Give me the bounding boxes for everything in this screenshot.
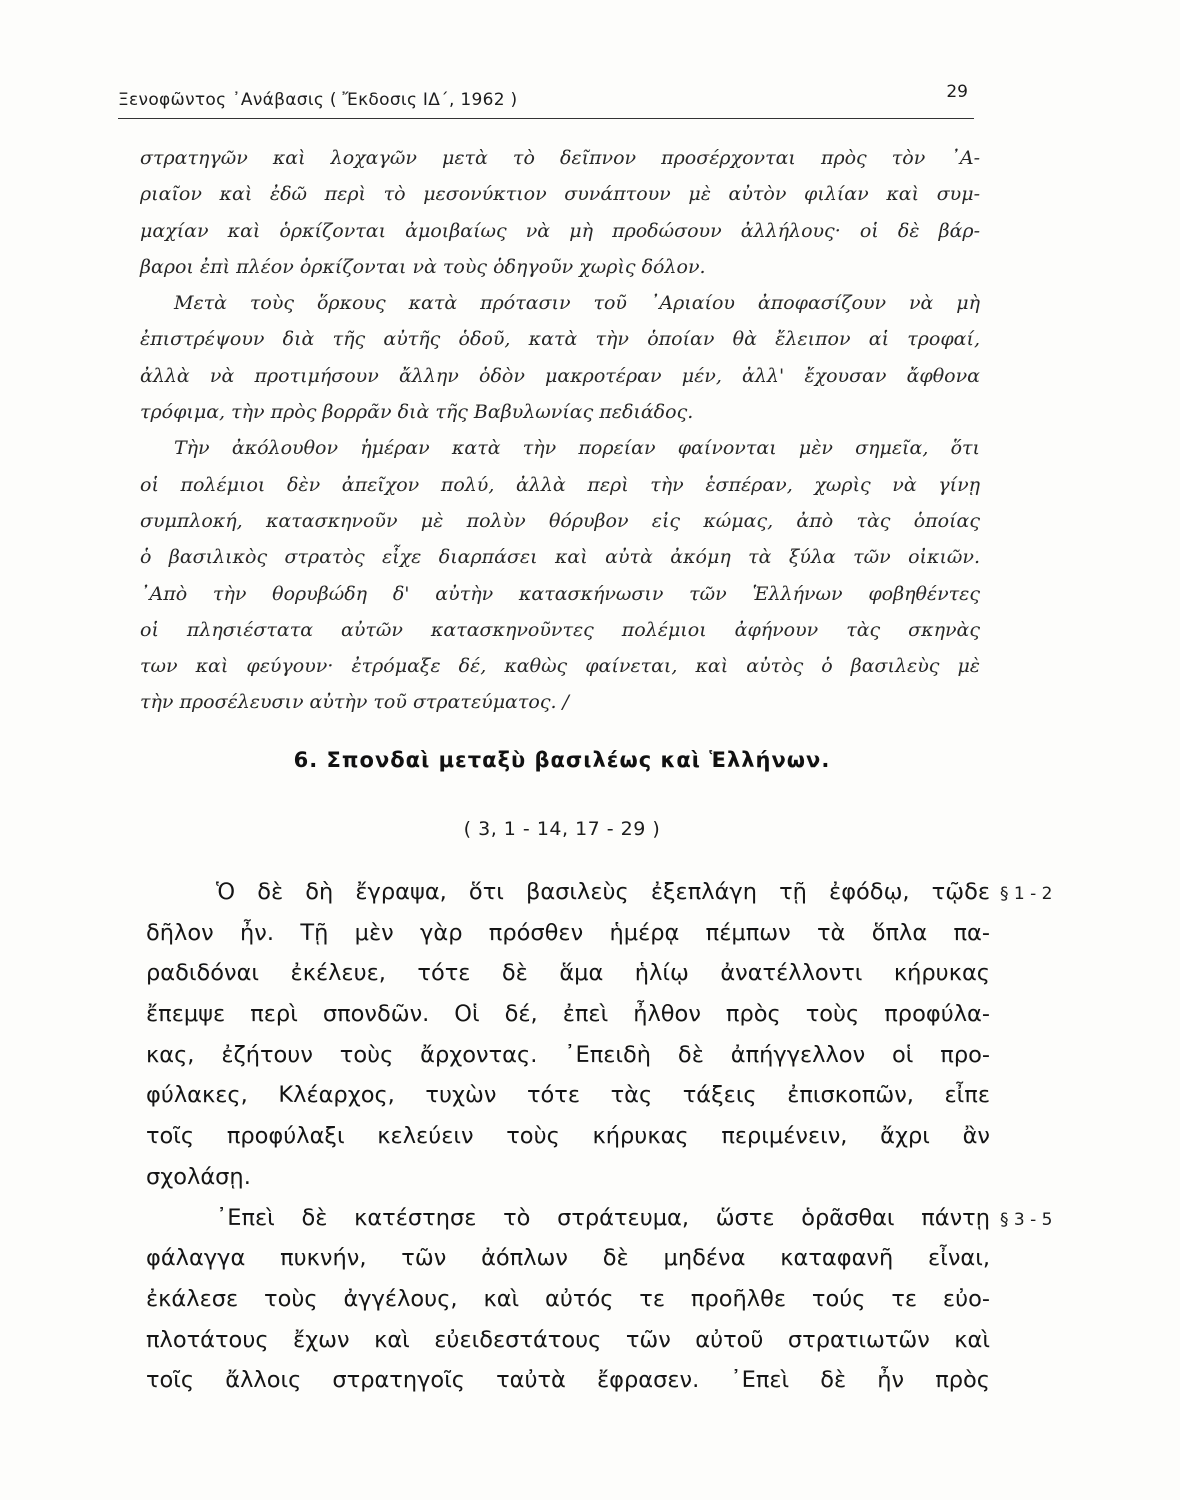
summary-line: μαχίαν καὶ ὁρκίζονται ἀμοιβαίως νὰ μὴ προδώσουν ἀλλήλους· οἱ δὲ βάρ-	[140, 219, 980, 242]
section-reference: ( 3, 1 - 14, 17 - 29 )	[463, 818, 661, 840]
greek-line: ἐκάλεσε τοὺς ἀγγέλους, καὶ αὐτός τε προῆλθε τούς τε εὐο-	[146, 1285, 990, 1312]
greek-line: φάλαγγα πυκνήν, τῶν ἀόπλων δὲ μηδένα καταφανῆ εἶναι,	[146, 1245, 990, 1272]
summary-line: ριαῖον καὶ ἐδῶ περὶ τὸ μεσονύκτιον συνάπτουν μὲ αὐτὸν φιλίαν καὶ συμ-	[140, 183, 980, 206]
running-header	[118, 82, 974, 119]
summary-paragraphs	[140, 140, 980, 721]
greek-line: τοῖς προφύλαξι κελεύειν τοὺς κήρυκας περιμένειν, ἄχρι ἂν	[146, 1123, 990, 1150]
greek-line: δῆλον ἦν. Τῇ μὲν γὰρ πρόσθεν ἡμέρᾳ πέμπων τὰ ὅπλα πα-	[146, 919, 990, 946]
summary-line: τὴν προσέλευσιν αὐτὴν τοῦ στρατεύματος. /	[140, 691, 569, 714]
greek-line: φύλακες, Κλέαρχος, τυχὼν τότε τὰς τάξεις ἐπισκοπῶν, εἶπε	[146, 1082, 990, 1109]
summary-line: βαροι ἐπὶ πλέον ὁρκίζονται νὰ τοὺς ὁδηγοῦν χωρὶς δόλον.	[140, 255, 706, 278]
greek-line: ραδιδόναι ἐκέλευε, τότε δὲ ἅμα ἡλίῳ ἀνατέλλοντι κήρυκας	[146, 960, 990, 987]
summary-line: οἱ πολέμιοι δὲν ἀπεῖχον πολύ, ἀλλὰ περὶ τὴν ἑσπέραν, χωρὶς νὰ γίνῃ	[140, 473, 980, 496]
summary-line: ᾿Απὸ τὴν θορυβώδη δ' αὐτὴν κατασκήνωσιν τῶν Ἑλλήνων φοβηθέντες	[140, 582, 980, 605]
greek-line: πλοτάτους ἔχων καὶ εὐειδεστάτους τῶν αὐτοῦ στρατιωτῶν καὶ	[146, 1326, 990, 1353]
summary-line: Τὴν ἀκόλουθον ἡμέραν κατὰ τὴν πορείαν φαίνονται μὲν σημεῖα, ὅτι	[174, 437, 980, 460]
greek-line: σχολάσῃ.	[146, 1163, 251, 1190]
greek-line: Ὁ δὲ δὴ ἔγραψα, ὅτι βασιλεὺς ἐξεπλάγη τῇ ἐφόδῳ, τῷδε	[216, 879, 990, 905]
section-heading: 6. Σπονδαὶ μεταξὺ βασιλέως καὶ Ἑλλήνων.	[293, 748, 831, 772]
summary-line: Μετὰ τοὺς ὅρκους κατὰ πρότασιν τοῦ ᾿Αριαίου ἀποφασίζουν νὰ μὴ	[174, 292, 980, 315]
greek-line: ᾿Επεὶ δὲ κατέστησε τὸ στράτευμα, ὥστε ὁρᾶσθαι πάντῃ	[216, 1204, 990, 1231]
greek-line: ἔπεμψε περὶ σπονδῶν. Οἱ δέ, ἐπεὶ ἦλθον πρὸς τοὺς προφύλα-	[146, 1001, 990, 1028]
summary-line: συμπλοκή, κατασκηνοῦν μὲ πολὺν θόρυβον εἰς κώμας, ἀπὸ τὰς ὁποίας	[140, 509, 980, 532]
header-title: Ξενοφῶντος ᾿Ανάβασις ( Ἔκδοσις ΙΔ΄, 1962 )	[118, 90, 518, 110]
margin-note: § 3 - 5	[1000, 1210, 1053, 1230]
summary-line: ἀλλὰ νὰ προτιμήσουν ἄλλην ὁδὸν μακροτέραν μέν, ἀλλ' ἔχουσαν ἄφθονα	[140, 364, 980, 387]
page-number: 29	[946, 82, 968, 102]
greek-line: τοῖς ἄλλοις στρατηγοῖς ταὐτὰ ἔφρασεν. ᾿Επεὶ δὲ ἦν πρὸς	[146, 1367, 990, 1394]
summary-line: οἱ πλησιέστατα αὐτῶν κατασκηνοῦντες πολέμιοι ἀφήνουν τὰς σκηνὰς	[140, 618, 980, 641]
greek-line: κας, ἐζήτουν τοὺς ἄρχοντας. ᾿Επειδὴ δὲ ἀπήγγελλον οἱ προ-	[146, 1041, 990, 1068]
summary-line: ὁ βασιλικὸς στρατὸς εἶχε διαρπάσει καὶ αὐτὰ ἀκόμη τὰ ξύλα τῶν οἰκιῶν.	[140, 546, 980, 569]
summary-line: ἐπιστρέψουν διὰ τῆς αὐτῆς ὁδοῦ, κατὰ τὴν ὁποίαν θὰ ἔλειπον αἱ τροφαί,	[140, 328, 980, 351]
summary-line: τρόφιμα, τὴν πρὸς βορρᾶν διὰ τῆς Βαβυλωνίας πεδιάδος.	[140, 401, 694, 424]
greek-text	[146, 872, 990, 1401]
summary-line: των καὶ φεύγουν· ἐτρόμαξε δέ, καθὼς φαίνεται, καὶ αὐτὸς ὁ βασιλεὺς μὲ	[140, 655, 980, 678]
margin-note: § 1 - 2	[1000, 884, 1053, 904]
summary-line: στρατηγῶν καὶ λοχαγῶν μετὰ τὸ δεῖπνον προσέρχονται πρὸς τὸν ᾿Α-	[140, 147, 980, 169]
